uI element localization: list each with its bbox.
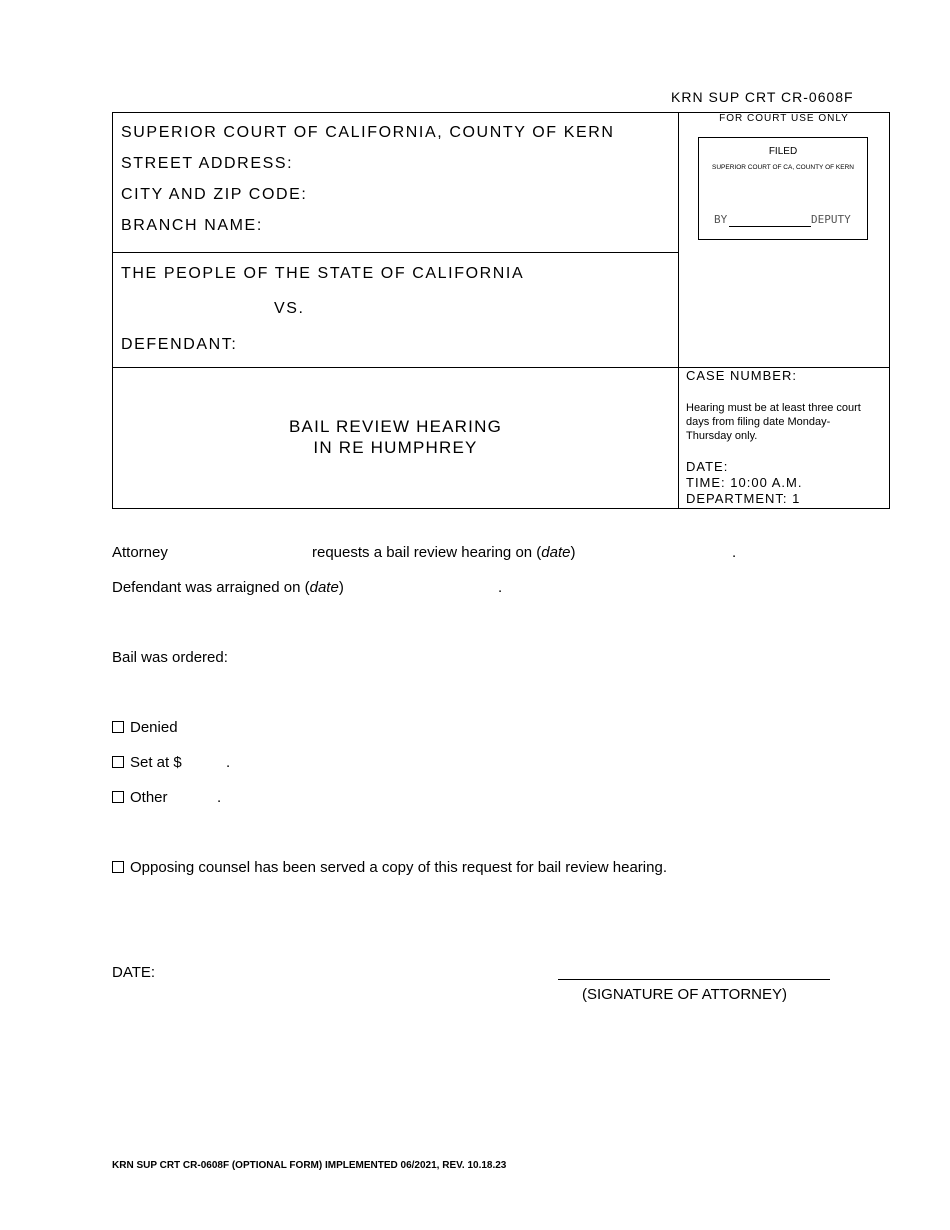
set-at-period: . [226, 754, 231, 771]
arraigned-period: . [498, 579, 503, 596]
street-address-label: STREET ADDRESS: [121, 155, 294, 172]
option-other[interactable]: Other [112, 789, 168, 806]
denied-checkbox[interactable] [112, 721, 124, 733]
city-zip-label: CITY AND ZIP CODE: [121, 186, 308, 203]
stamp-signature-line [729, 226, 811, 227]
hearing-time: TIME: 10:00 A.M. [686, 475, 803, 490]
form-title-line1: BAIL REVIEW HEARING [289, 417, 502, 436]
filed-stamp [698, 137, 868, 240]
footer-form-info: KRN SUP CRT CR-0608F (OPTIONAL FORM) IMPLEMENTED 06/2021, REV. 10.18.23 [112, 1160, 507, 1171]
people-of-state: THE PEOPLE OF THE STATE OF CALIFORNIA [121, 265, 525, 282]
stamp-filed-text: FILED [768, 146, 798, 157]
option-denied[interactable]: Denied [112, 719, 178, 736]
court-name: SUPERIOR COURT OF CALIFORNIA, COUNTY OF KERN [121, 124, 615, 141]
request-hearing-text: requests a bail review hearing on (date) [312, 544, 576, 561]
caption-divider-vertical [678, 113, 679, 508]
stamp-by-label: BY [714, 213, 728, 226]
form-title-line2: IN RE HUMPHREY [313, 438, 478, 457]
branch-name-label: BRANCH NAME: [121, 217, 263, 234]
signature-label: (SIGNATURE OF ATTORNEY) [582, 986, 788, 1003]
caption-box [112, 112, 890, 509]
attorney-label: Attorney [112, 544, 168, 561]
form-code-header: KRN SUP CRT CR-0608F [671, 89, 854, 105]
signature-line [558, 979, 830, 980]
court-use-only-label: FOR COURT USE ONLY [719, 113, 849, 124]
stamp-court-text: SUPERIOR COURT OF CA, COUNTY OF KERN [712, 164, 854, 171]
set-at-checkbox[interactable] [112, 756, 124, 768]
versus-label: VS. [274, 300, 305, 317]
other-period: . [217, 789, 222, 806]
opposing-counsel-checkbox[interactable] [112, 861, 124, 873]
hearing-department: DEPARTMENT: 1 [686, 491, 801, 506]
option-set-at[interactable]: Set at $ [112, 754, 182, 771]
opposing-counsel-item[interactable]: Opposing counsel has been served a copy of this request for bail review hearing. [112, 859, 667, 876]
signature-date-label: DATE: [112, 964, 156, 981]
other-checkbox[interactable] [112, 791, 124, 803]
bail-ordered-label: Bail was ordered: [112, 649, 228, 666]
arraigned-text: Defendant was arraigned on (date) [112, 579, 344, 596]
case-number-label: CASE NUMBER: [686, 368, 797, 383]
stamp-deputy-label: DEPUTY [811, 213, 851, 226]
defendant-label: DEFENDANT: [121, 336, 238, 353]
hearing-note: Hearing must be at least three court days from filing date Monday-Thursday only. [686, 402, 861, 442]
hearing-date-label: DATE: [686, 459, 729, 474]
request-period: . [732, 544, 737, 561]
caption-divider-court [113, 252, 678, 253]
